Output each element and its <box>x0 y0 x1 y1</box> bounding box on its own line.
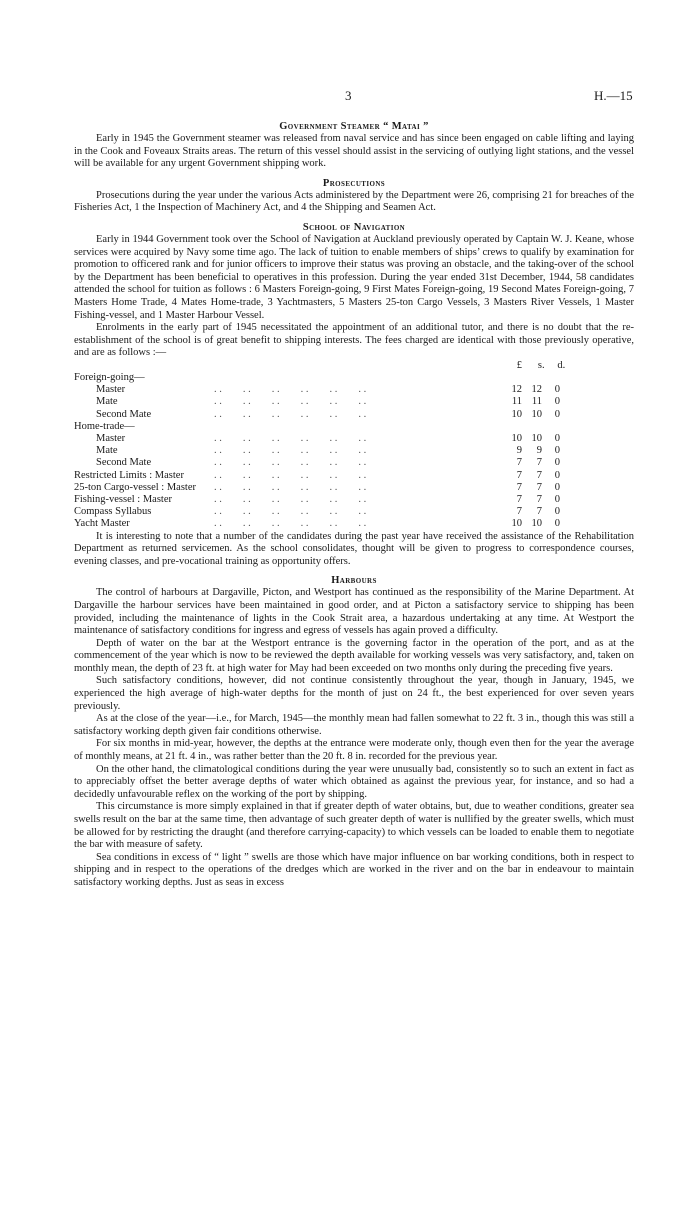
section-heading-navigation: School of Navigation <box>302 221 406 233</box>
leader-dots: . . . . . . . . . . . . <box>214 518 367 530</box>
fee-shillings: 12 <box>531 384 542 396</box>
fee-row <box>74 433 634 445</box>
fee-pence: 0 <box>554 396 560 408</box>
fee-pounds: 10 <box>511 433 522 445</box>
fee-shillings: 7 <box>536 506 542 518</box>
page-header <box>0 88 700 106</box>
fee-pounds: 7 <box>516 481 522 493</box>
fee-row <box>74 470 634 482</box>
leader-dots: . . . . . . . . . . . . <box>214 384 367 396</box>
fee-label: Home-trade— <box>74 420 135 432</box>
fee-label: Foreign-going— <box>74 372 145 384</box>
paragraph: As at the close of the year—i.e., for March, 1945—the monthly mean had fallen somewhat to 22 ft. 3 in., though this was still a satisfactory working depth given fair conditions otherwise. <box>74 713 634 737</box>
fee-label: Mate <box>96 396 118 408</box>
fee-pence: 0 <box>554 445 560 457</box>
fee-pence: 0 <box>554 384 560 396</box>
paragraph: This circumstance is more simply explained in that if greater depth of water obtains, but, due to weather conditions, greater sea swells result on the bar at the same time, then advantage of such greater depth of water is nullified by the greater swells, which must be allowed for by restricting the draught (and therefore carrying-capacity) to which vessels can be loaded to enable them to negotiate the bar with measure of safety. <box>74 801 634 851</box>
paragraph: Prosecutions during the year under the various Acts administered by the Department were 26, comprising 21 for breaches of the Fisheries Act, 1 the Inspection of Machinery Act, and 4 the Shipping and Seamen Act. <box>74 189 634 214</box>
fees-table-body <box>74 372 634 530</box>
fee-pounds: 7 <box>516 506 522 518</box>
paragraph: On the other hand, the climatological conditions during the year were unusually bad, consistently so to such an extent in fact as to appreciably offset the better average depths of water which obtained as against the previous year, for instance, and so had a decidedly unfavourable reflex on the working of the port by shipping. <box>74 763 634 800</box>
fee-pence: 0 <box>554 457 560 469</box>
column-shillings: s. <box>537 359 545 371</box>
fee-pounds: 9 <box>516 445 522 457</box>
fee-row <box>74 421 634 433</box>
fee-row <box>74 482 634 494</box>
fee-shillings: 7 <box>536 457 542 469</box>
fee-pounds: 11 <box>511 396 522 408</box>
column-pence: d. <box>557 359 566 371</box>
leader-dots: . . . . . . . . . . . . <box>214 445 367 457</box>
fee-shillings: 10 <box>531 408 542 420</box>
fee-amount <box>502 470 572 482</box>
fee-row <box>74 372 634 384</box>
fee-pounds: 10 <box>511 518 522 530</box>
fee-pence: 0 <box>554 481 560 493</box>
fee-amount <box>502 384 572 396</box>
fee-row <box>74 384 634 396</box>
fee-shillings: 10 <box>531 518 542 530</box>
fee-amount <box>502 506 572 518</box>
fee-amount <box>502 409 572 421</box>
fees-table <box>74 360 634 531</box>
leader-dots: . . . . . . . . . . . . <box>214 408 367 420</box>
paragraph: Depth of water on the bar at the Westport entrance is the governing factor in the operation of the port, and as at the commencement of the year which is now to be reviewed the depth available for working vessels was very satisfactory, and, taken on monthly mean, the depth of 23 ft. at high water for May had been exceeded on two months only during the preceding five years. <box>74 637 634 674</box>
paragraph: Early in 1944 Government took over the School of Navigation at Auckland previously operated by Captain W. J. Keane, whose services were acquired by Navy some time ago. The lack of tuition to enable members of ships’ crews to qualify by examination for promotion to officered rank and for junior officers to improve their status was proving an obstacle, and the taking-over of the school by the Department has been beneficial to operatives in this profession. During the year ended 31st December, 1944, 58 candidates attended the school for tuition as follows : 6 Masters Foreign-going, 9 First Mates Foreign-going, 19 Second Mates Foreign-going, 7 Masters Home Trade, 4 Mates Home-trade, 3 Yachtmasters, 5 Masters 25-ton Cargo Vessels, 3 Masters River Vessels, 1 Master Fishing-vessel, and 1 Master Harbour Vessel. <box>74 233 634 321</box>
fee-pounds: 10 <box>511 408 522 420</box>
fee-shillings: 7 <box>536 481 542 493</box>
fee-pounds: 7 <box>516 493 522 505</box>
fee-amount <box>502 482 572 494</box>
paragraph: It is interesting to note that a number of the candidates during the past year have received the assistance of the Rehabilitation Department as returned servicemen. As the school consolidates, thought will be given to progress to correspondence courses, evening classes, and pre-vocational training as opportunity offers. <box>74 530 634 567</box>
paragraph: Early in 1945 the Government steamer was released from naval service and has since been engaged on cable lifting and laying in the Cook and Foveaux Straits areas. The return of this vessel should assist in the servicing of outlying light stations, and the vessel will be available for any urgent Government shipping work. <box>74 133 634 170</box>
fee-row <box>74 409 634 421</box>
leader-dots: . . . . . . . . . . . . <box>214 396 367 408</box>
fee-label: Second Mate <box>96 457 152 469</box>
fee-amount <box>502 457 572 469</box>
section-heading-harbours: Harbours <box>331 575 377 587</box>
leader-dots: . . . . . . . . . . . . <box>214 469 367 481</box>
fee-label: Yacht Master <box>74 518 130 530</box>
paragraph: Enrolments in the early part of 1945 necessitated the appointment of an additional tutor, and there is no doubt that the re-establishment of the school is of great benefit to shipping interests. The fees charged are identical with those previously operative, and are as follows :— <box>74 322 634 359</box>
leader-dots: . . . . . . . . . . . . <box>214 457 367 469</box>
leader-dots: . . . . . . . . . . . . <box>214 433 367 445</box>
paragraph: The control of harbours at Dargaville, Picton, and Westport has continued as the responsibility of the Marine Department. At Dargaville the harbour services have been maintained in good order, and at Picton a satisfactory service to shipping has been provided, including the maintenance of lights in the Cook Strait area, a hazardous undertaking at any time. At Westport the maintenance of satisfactory conditions for ingress and egress of vessels has again proved a difficulty. <box>74 587 634 637</box>
fee-pence: 0 <box>554 518 560 530</box>
fee-label: Compass Syllabus <box>74 506 152 518</box>
fee-pounds: 7 <box>516 469 522 481</box>
fee-amount <box>502 518 572 530</box>
fee-label: Master <box>96 433 126 445</box>
fee-label: Master <box>96 384 126 396</box>
leader-dots: . . . . . . . . . . . . <box>214 481 367 493</box>
fees-table-header <box>74 360 634 372</box>
leader-dots: . . . . . . . . . . . . <box>214 493 367 505</box>
fee-row <box>74 518 634 530</box>
fee-label: Fishing-vessel : Master <box>74 493 172 505</box>
fee-label: Mate <box>96 445 118 457</box>
document-reference: H.—15 <box>594 88 633 103</box>
fee-row <box>74 494 634 506</box>
fee-row <box>74 396 634 408</box>
paragraph: Sea conditions in excess of “ light ” swells are those which have major influence on bar working conditions, both in respect to shipping and in respect to the operations of the dredges which are worked in the river and on the bar in endeavour to maintain satisfactory working depths. Just as seas in excess <box>74 851 634 888</box>
fee-row <box>74 457 634 469</box>
fee-row <box>74 506 634 518</box>
fee-label: Restricted Limits : Master <box>74 469 184 481</box>
fee-shillings: 9 <box>536 445 542 457</box>
fee-amount <box>502 396 572 408</box>
fee-shillings: 11 <box>531 396 542 408</box>
fee-pence: 0 <box>554 408 560 420</box>
fee-pounds: 12 <box>511 384 522 396</box>
fee-pounds: 7 <box>516 457 522 469</box>
fee-label: 25-ton Cargo-vessel : Master <box>74 481 196 493</box>
section-heading-matai: Government Steamer “ Matai ” <box>279 121 429 132</box>
fee-pence: 0 <box>554 506 560 518</box>
paragraph: For six months in mid-year, however, the depths at the entrance were moderate only, though even then for the year the average of monthly means, at 21 ft. 4 in., was rather better than the 20 ft. 8 in. recorded for the previous year. <box>74 738 634 763</box>
fee-amount <box>502 494 572 506</box>
fee-pence: 0 <box>554 469 560 481</box>
fee-pence: 0 <box>554 433 560 445</box>
fee-pence: 0 <box>554 493 560 505</box>
section-heading-prosecutions: Prosecutions <box>322 177 386 189</box>
fee-shillings: 10 <box>531 433 542 445</box>
page-number: 3 <box>345 88 352 103</box>
column-pounds: £ <box>516 359 522 371</box>
fee-label: Second Mate <box>96 408 152 420</box>
fee-shillings: 7 <box>536 469 542 481</box>
fee-amount <box>502 433 572 445</box>
fee-shillings: 7 <box>536 493 542 505</box>
leader-dots: . . . . . . . . . . . . <box>214 506 367 518</box>
page-body <box>74 120 634 890</box>
fee-amount <box>502 445 572 457</box>
paragraph: Such satisfactory conditions, however, did not continue consistently throughout the year, though in January, 1945, we experienced the high average of high-water depths for the month of just on 24 ft., the best experienced for over seven years previously. <box>74 675 634 712</box>
fee-row <box>74 445 634 457</box>
